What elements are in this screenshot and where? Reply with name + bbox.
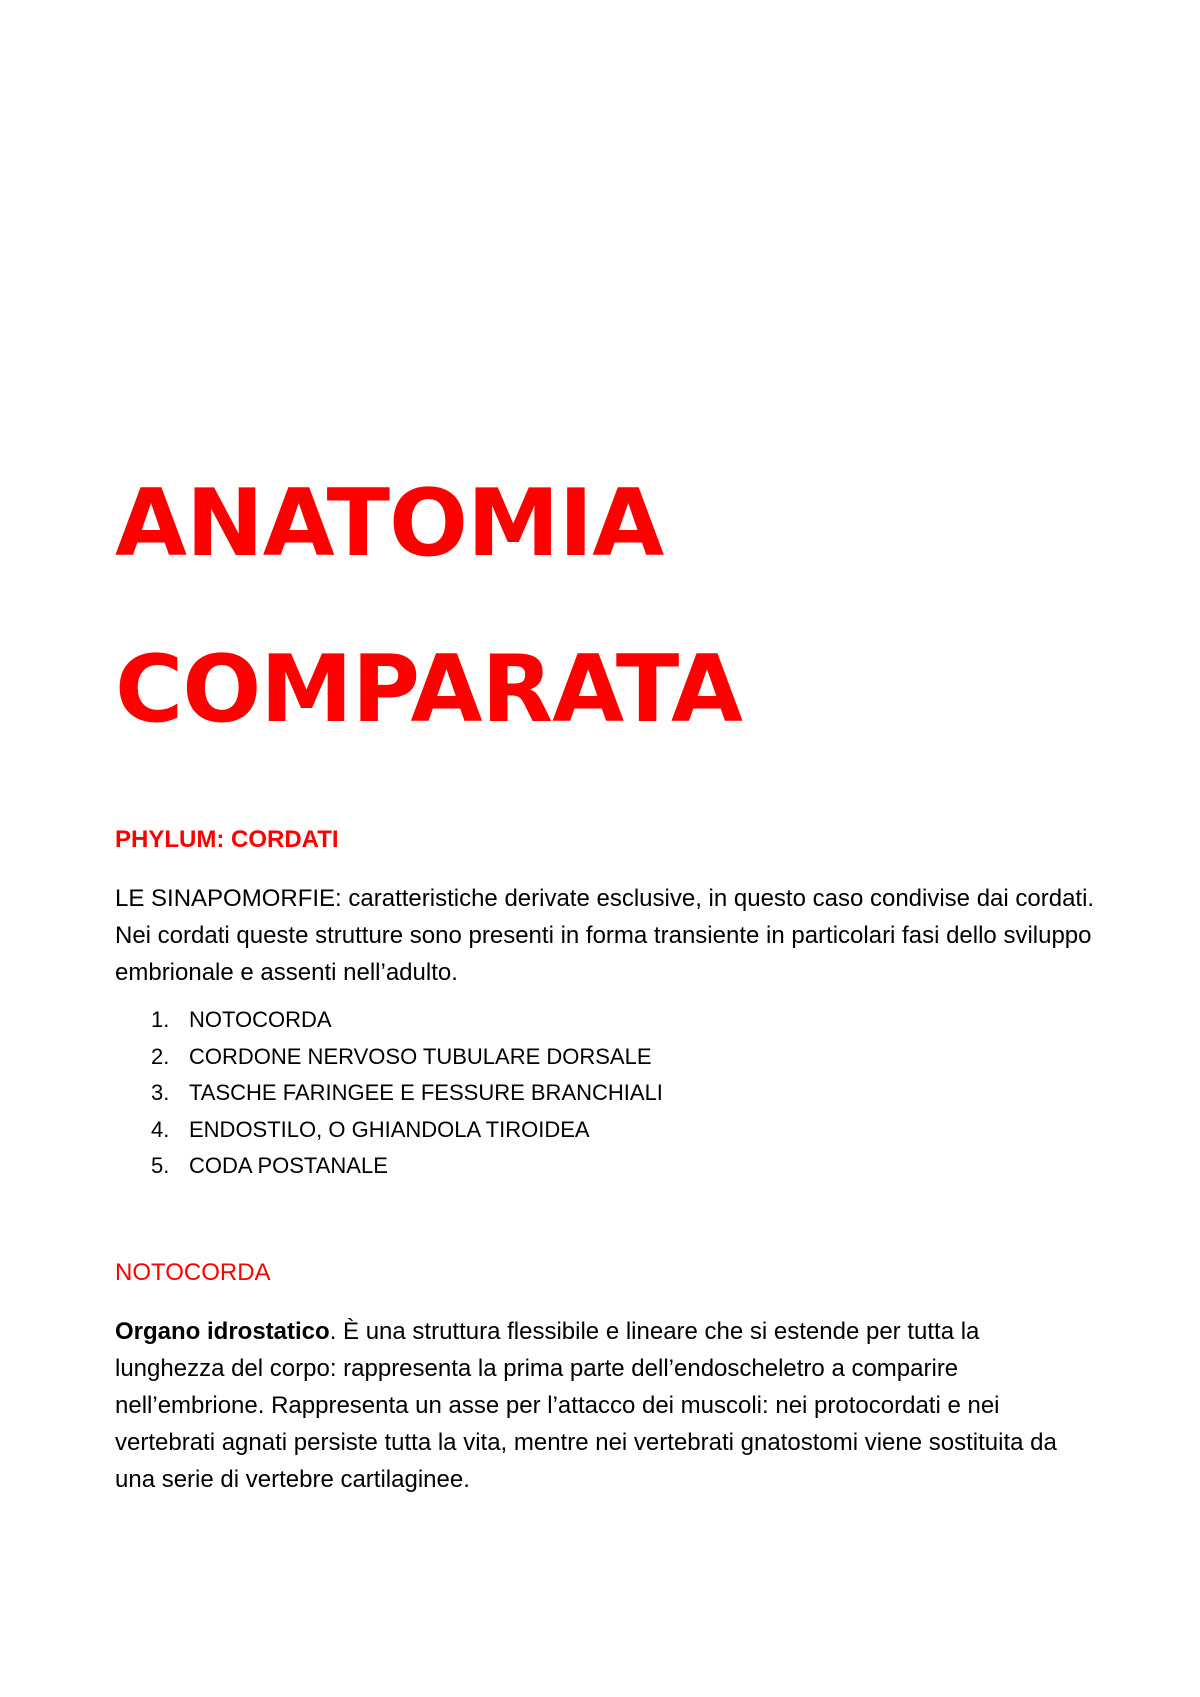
list-item-number: 5.	[151, 1153, 170, 1178]
list-item-text: TASCHE FARINGEE E FESSURE BRANCHIALI	[189, 1080, 663, 1105]
title-line-1: ANATOMIA	[115, 469, 664, 577]
list-item	[115, 1075, 1095, 1112]
title-line-2: COMPARATA	[115, 635, 743, 743]
section-heading-notocorda: NOTOCORDA	[115, 1258, 271, 1286]
list-item	[115, 1148, 1095, 1185]
notocorda-text: . È una struttura flessibile e lineare che si estende per tutta la lunghezza del corpo: rappresenta la prima parte dell’endoscheletro a comparire nell’embrione. Rappresenta un asse per l’attacco dei muscoli: nei protocordati e nei vertebrati agnati persiste tutta la vita, mentre nei vertebrati gnatostomi viene sostituita da una serie di vertebre cartilaginee.	[115, 1317, 1057, 1493]
list-item-text: NOTOCORDA	[189, 1007, 332, 1032]
list-item-text: ENDOSTILO, O GHIANDOLA TIROIDEA	[189, 1116, 590, 1142]
sinapomorfie-list	[115, 1002, 1095, 1185]
list-item-text: CORDONE NERVOSO TUBULARE DORSALE	[189, 1043, 652, 1069]
list-item-number: 3.	[151, 1080, 170, 1105]
list-item-number: 4.	[151, 1116, 170, 1142]
section-heading-phylum: PHYLUM: CORDATI	[115, 826, 339, 853]
list-item	[115, 1039, 1095, 1076]
document-content	[115, 440, 1095, 1498]
list-item	[115, 1112, 1095, 1149]
notocorda-paragraph	[115, 1313, 1095, 1498]
document-title	[115, 440, 1095, 772]
list-item-number: 1.	[151, 1007, 170, 1032]
list-item	[115, 1002, 1095, 1039]
sinapomorfie-paragraph: LE SINAPOMORFIE: caratteristiche derivate esclusive, in questo caso condivise dai cordati. Nei cordati queste strutture sono presenti in forma transiente in particolari fasi dello sviluppo embrionale e assenti nell’adulto.	[115, 885, 1095, 986]
list-item-text: CODA POSTANALE	[189, 1153, 388, 1178]
notocorda-lead-bold: Organo idrostatico	[115, 1317, 330, 1345]
list-item-number: 2.	[151, 1043, 170, 1069]
